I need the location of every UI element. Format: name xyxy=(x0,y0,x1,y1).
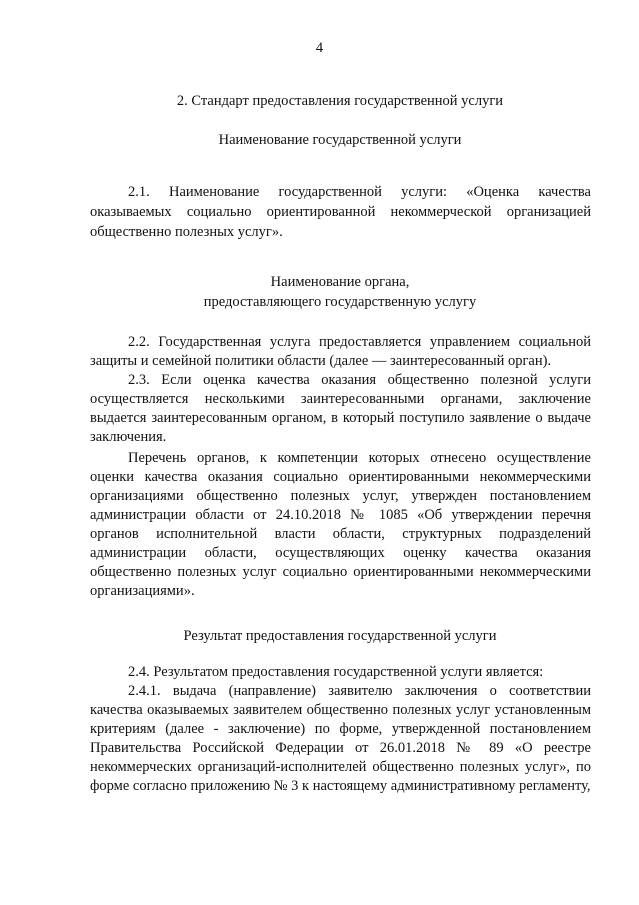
result-heading: Результат предоставления государственной услуги xyxy=(183,628,497,644)
section-title: 2. Стандарт предоставления государственной услуги xyxy=(176,93,504,109)
service-name-heading: Наименование государственной услуги xyxy=(218,132,462,148)
organ-heading-line2: предоставляющего государственную услугу xyxy=(203,294,477,310)
paragraph-2-4: 2.4. Результатом предоставления государственной услуги является: xyxy=(128,664,544,680)
organ-heading xyxy=(90,272,590,312)
paragraph-2-3: 2.3. Если оценка качества оказания общественно полезной услуги осуществляется несколькими заинтересованными органами, заключение выдается заинтересованным органом, в который поступило заявление о выдаче заключения. xyxy=(90,372,591,445)
organ-heading-line1: Наименование органа, xyxy=(270,274,410,290)
paragraph-2-1: 2.1. Наименование государственной услуги: «Оценка качества оказываемых социально ориентированной некоммерческой организацией общественно полезных услуг». xyxy=(90,184,591,240)
page-number: 4 xyxy=(315,40,324,56)
paragraph-organ-list: Перечень органов, к компетенции которых отнесено осуществление оценки качества оказания социально ориентированными некоммерческими организациями общественно полезных услуг, утвержден постановлением администрации области от 24.10.2018 № 1085 «Об утверждении перечня органов исполнительной власти области, структурных подразделений администрации области, осуществляющих оценку качества оказания общественно полезных услуг социально ориентированными некоммерческими организациями». xyxy=(90,450,591,599)
paragraph-2-2: 2.2. Государственная услуга предоставляется управлением социальной защиты и семейной политики области (далее — заинтересованный орган). xyxy=(90,334,591,369)
paragraph-2-4-1: 2.4.1. выдача (направление) заявителю заключения о соответствии качества оказываемых заявителем общественно полезных услуг установленным критериям (далее - заключение) по форме, утвержденной постановлением Правительства Российской Федерации от 26.01.2018 № 89 «О реестре некоммерческих организаций-исполнителей общественно полезных услуг», по форме согласно приложению № 3 к настоящему административному регламенту, xyxy=(90,683,591,794)
